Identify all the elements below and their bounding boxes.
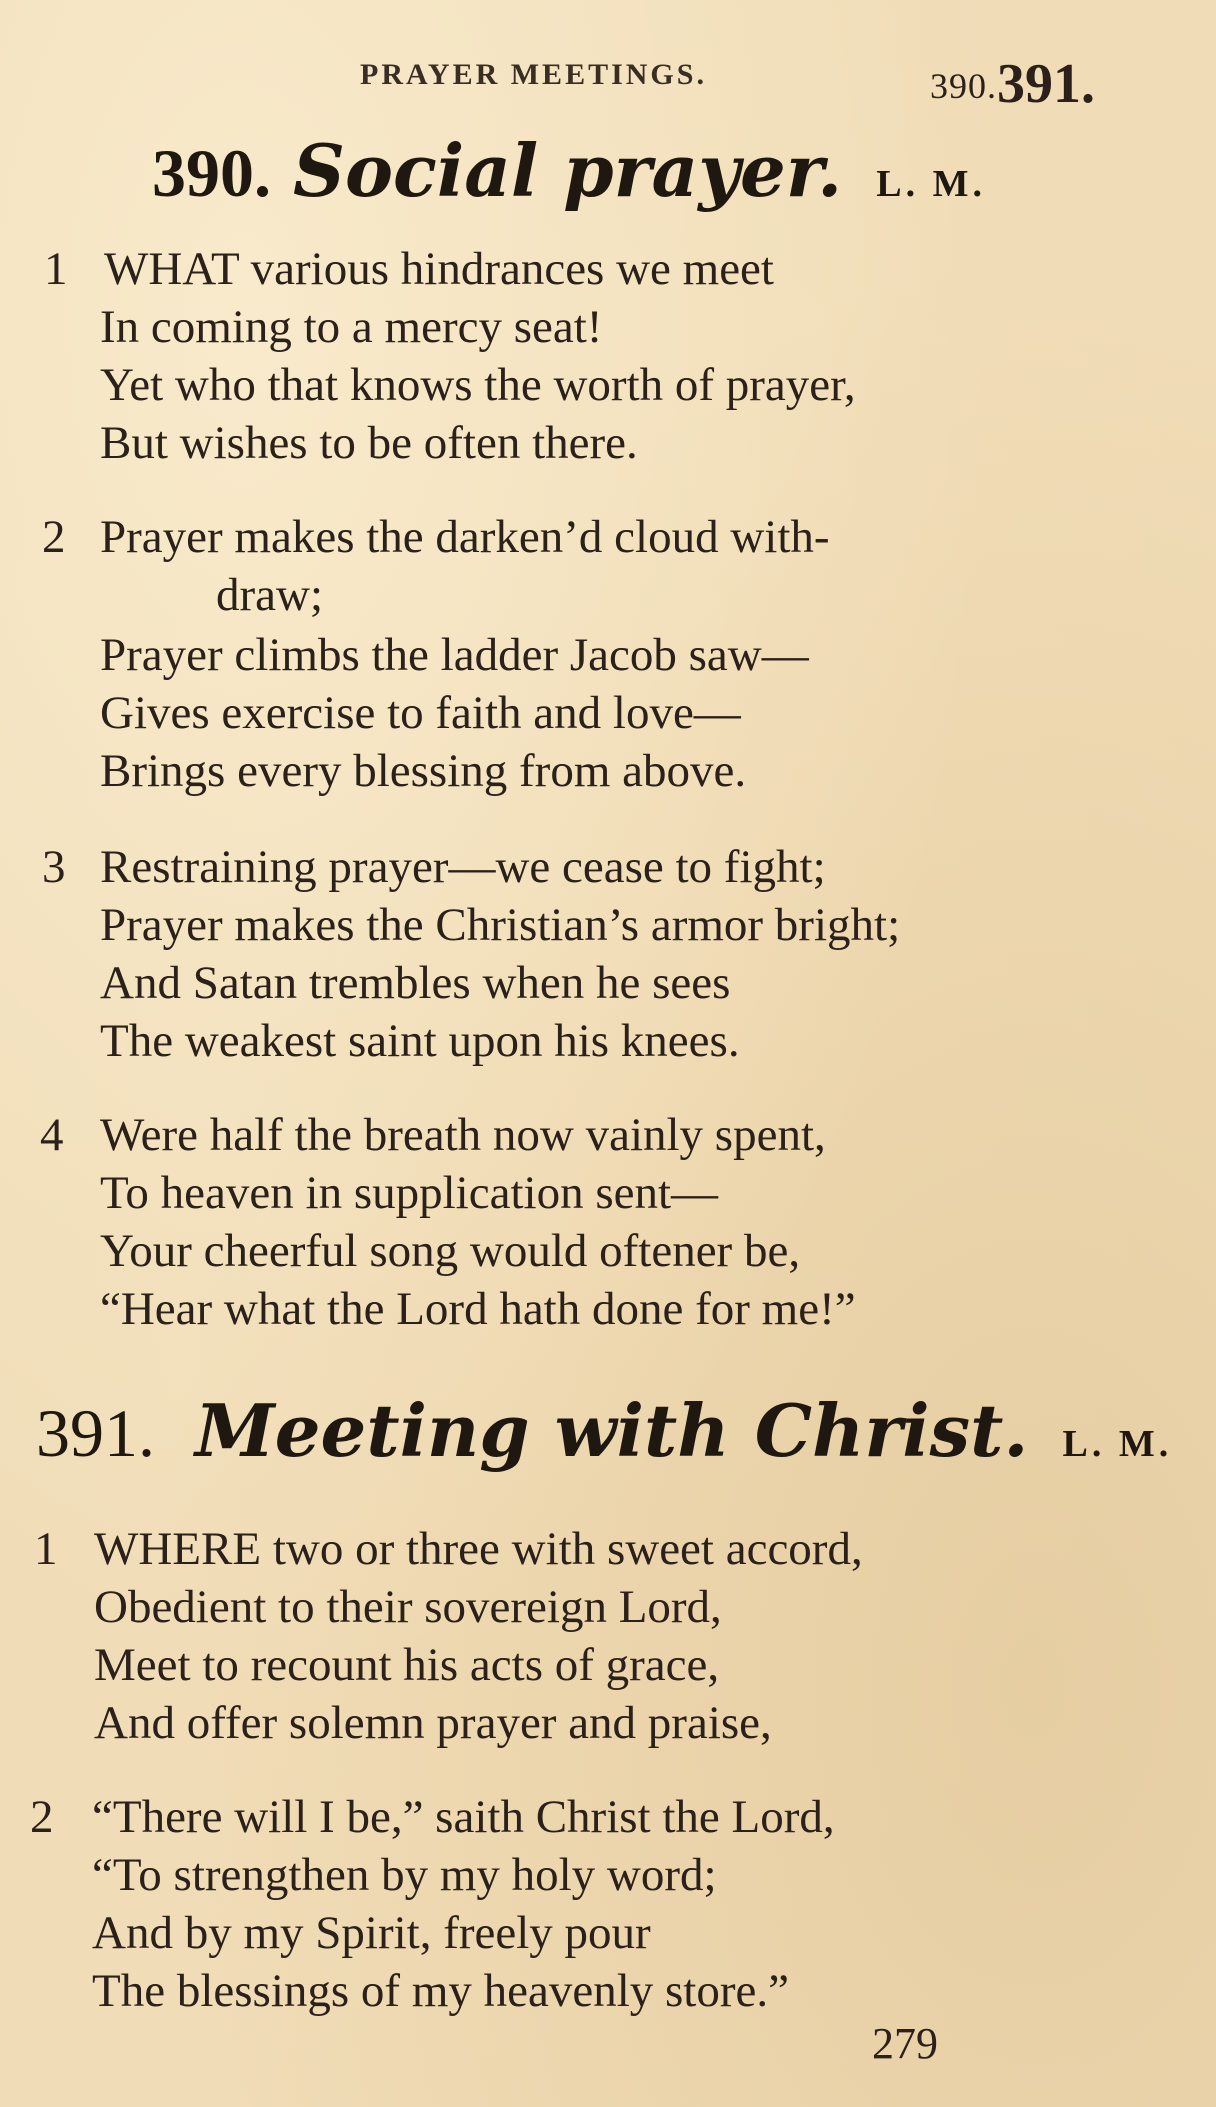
hymn-number: 390. bbox=[152, 135, 271, 211]
hymn-number: 391. bbox=[36, 1395, 155, 1471]
verse-line: Your cheerful song would oftener be, bbox=[100, 1225, 801, 1277]
hymn-heading bbox=[36, 1388, 1172, 1473]
hymn-range bbox=[930, 52, 1095, 116]
verse-line: “Hear what the Lord hath done for me!” bbox=[100, 1283, 856, 1335]
verse-line: And offer solemn prayer and praise, bbox=[94, 1697, 772, 1749]
verse-line: “There will I be,” saith Christ the Lord, bbox=[92, 1791, 835, 1843]
verse-line: Prayer makes the darken’d cloud with- bbox=[100, 511, 830, 563]
hymn-title: Meeting with Christ. bbox=[195, 1388, 1029, 1473]
verse-line: And Satan trembles when he sees bbox=[100, 957, 731, 1009]
verse-number: 1 bbox=[44, 243, 68, 295]
verse-line: Brings every blessing from above. bbox=[100, 745, 747, 797]
hymn-range-start: 390. bbox=[930, 66, 997, 106]
verse-line: WHERE two or three with sweet accord, bbox=[94, 1523, 863, 1575]
verse-line: WHAT various hindrances we meet bbox=[104, 243, 774, 295]
verse-number: 2 bbox=[30, 1791, 54, 1843]
verse-line: Prayer climbs the ladder Jacob saw— bbox=[100, 629, 809, 681]
verse-line: Yet who that knows the worth of prayer, bbox=[100, 359, 856, 411]
running-title: PRAYER MEETINGS. bbox=[360, 58, 707, 91]
verse-number: 2 bbox=[42, 511, 66, 563]
verse-line: To heaven in supplication sent— bbox=[100, 1167, 719, 1219]
hymn-range-end: 391. bbox=[997, 53, 1095, 115]
verse-line: The weakest saint upon his knees. bbox=[100, 1015, 740, 1067]
verse-number: 4 bbox=[40, 1109, 64, 1161]
hymn-heading bbox=[152, 128, 986, 213]
hymn-meter: L. M. bbox=[876, 163, 986, 205]
verse-line: Prayer makes the Christian’s armor bright; bbox=[100, 899, 901, 951]
verse-line: Meet to recount his acts of grace, bbox=[94, 1639, 720, 1691]
verse-line: Gives exercise to faith and love— bbox=[100, 687, 741, 739]
verse-line: Obedient to their sovereign Lord, bbox=[94, 1581, 722, 1633]
verse-line: In coming to a mercy seat! bbox=[100, 301, 603, 353]
hymn-title: Social prayer. bbox=[293, 128, 843, 213]
hymn-meter: L. M. bbox=[1062, 1423, 1173, 1465]
verse-number: 1 bbox=[34, 1523, 58, 1575]
verse-line: draw; bbox=[216, 569, 324, 621]
verse-line: Were half the breath now vainly spent, bbox=[100, 1109, 826, 1161]
page-number: 279 bbox=[872, 2019, 938, 2068]
verse-line: “To strengthen by my holy word; bbox=[92, 1849, 717, 1901]
verse-line: And by my Spirit, freely pour bbox=[92, 1907, 651, 1959]
verse-number: 3 bbox=[42, 841, 66, 893]
verse-line: But wishes to be often there. bbox=[100, 417, 638, 469]
verse-line: The blessings of my heavenly store.” bbox=[92, 1965, 789, 2017]
verse-line: Restraining prayer—we cease to fight; bbox=[100, 841, 826, 893]
